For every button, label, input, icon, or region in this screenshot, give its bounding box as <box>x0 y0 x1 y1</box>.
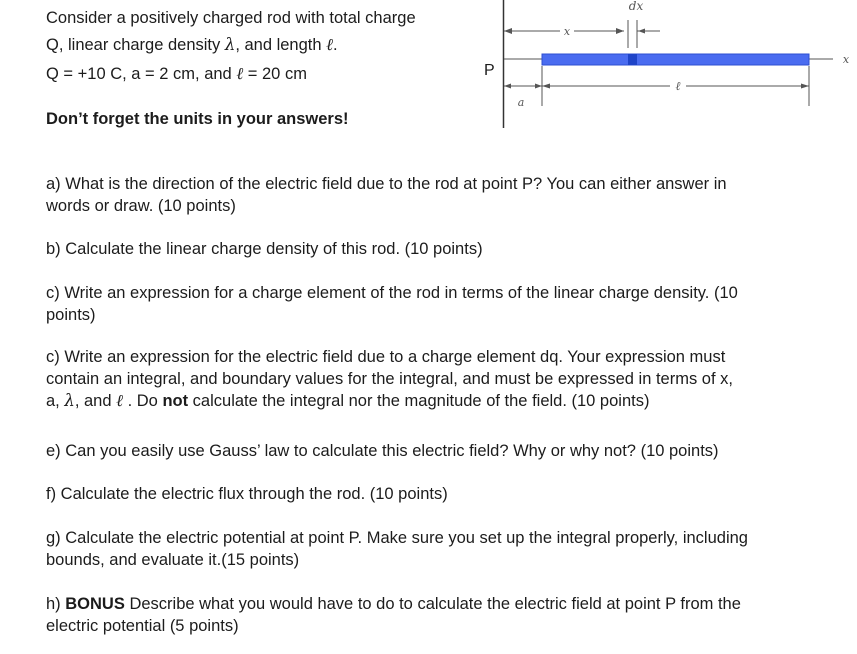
not-emphasis: not <box>162 392 189 410</box>
ell-dim-arrow-right <box>801 84 809 89</box>
lambda-symbol: λ <box>64 391 75 410</box>
bonus-label: BONUS <box>65 595 125 613</box>
question-c-electric-field <box>46 346 836 412</box>
axis-x-label: x <box>842 53 850 66</box>
ell-symbol: ℓ <box>116 391 123 410</box>
units-note: Don’t forget the units in your answers! <box>46 110 349 128</box>
intro-line-2-mid: , and length <box>235 36 327 54</box>
given-prefix: Q = +10 C, a = 2 cm, and <box>46 65 237 83</box>
question-c2-line-1: c) Write an expression for the electric field due to a charge element dq. Your expression must <box>46 348 726 366</box>
question-c1-line-1: c) Write an expression for a charge element of the rod in terms of the linear charge density. (10 <box>46 284 738 302</box>
question-c2-line-3 <box>46 390 836 412</box>
question-g-line-2: bounds, and evaluate it.(15 points) <box>46 551 300 569</box>
question-b-line-1: b) Calculate the linear charge density of this rod. (10 points) <box>46 240 483 258</box>
charge-element-dq <box>628 54 637 65</box>
question-h-line-2: electric potential (5 points) <box>46 617 239 635</box>
question-c1-line-2: points) <box>46 306 96 324</box>
a-dim-arrow-right <box>535 84 542 89</box>
intro-line-1: Consider a positively charged rod with total charge <box>46 9 416 27</box>
point-p-label: P <box>484 62 495 79</box>
question-b <box>46 238 836 260</box>
a-label: a <box>517 96 525 109</box>
question-e-line-1: e) Can you easily use Gauss’ law to calculate this electric field? Why or why not? (10 points) <box>46 442 719 460</box>
c2-line3-suffix: calculate the integral nor the magnitude of the field. (10 points) <box>188 392 650 410</box>
question-c-charge-element <box>46 282 836 326</box>
dx-arrow-right-head <box>638 29 645 34</box>
h-prefix: h) <box>46 595 66 613</box>
lambda-symbol: λ <box>224 35 236 54</box>
intro-line-2-suffix: . <box>333 36 338 54</box>
ell-label: ℓ <box>675 79 681 93</box>
question-f <box>46 483 836 505</box>
h-line1-rest: Describe what you would have to do to calculate the electric field at point P from the <box>124 595 741 613</box>
x-label: x <box>563 25 571 38</box>
question-h <box>46 593 836 637</box>
a-dim-arrow-left <box>504 84 511 89</box>
ell-dim-arrow-left <box>542 84 550 89</box>
dx-label: dx <box>628 0 644 13</box>
charged-rod <box>542 54 809 65</box>
question-c2-line-2: contain an integral, and boundary values for the integral, and must be expressed in terms of x, <box>46 370 733 388</box>
question-a-line-2: words or draw. (10 points) <box>46 197 236 215</box>
x-dim-arrow-left <box>504 28 512 34</box>
ell-symbol: ℓ <box>326 35 334 54</box>
x-dim-arrow-right <box>616 28 624 34</box>
c2-line3-mid1: , and <box>74 392 117 410</box>
given-suffix: = 20 cm <box>243 65 307 83</box>
ell-symbol: ℓ <box>236 64 244 83</box>
question-e <box>46 440 836 462</box>
c2-line3-mid2: . Do <box>123 392 163 410</box>
question-f-line-1: f) Calculate the electric flux through the rod. (10 points) <box>46 485 448 503</box>
question-g-line-1: g) Calculate the electric potential at point P. Make sure you set up the integral properly, including <box>46 529 748 547</box>
question-a-line-1: a) What is the direction of the electric field due to the rod at point P? You can either answer in <box>46 175 727 193</box>
question-h-line-1 <box>46 593 836 615</box>
c2-line3-prefix: a, <box>46 392 65 410</box>
question-a <box>46 173 836 217</box>
intro-line-2-prefix: Q, linear charge density <box>46 36 225 54</box>
question-g <box>46 527 836 571</box>
